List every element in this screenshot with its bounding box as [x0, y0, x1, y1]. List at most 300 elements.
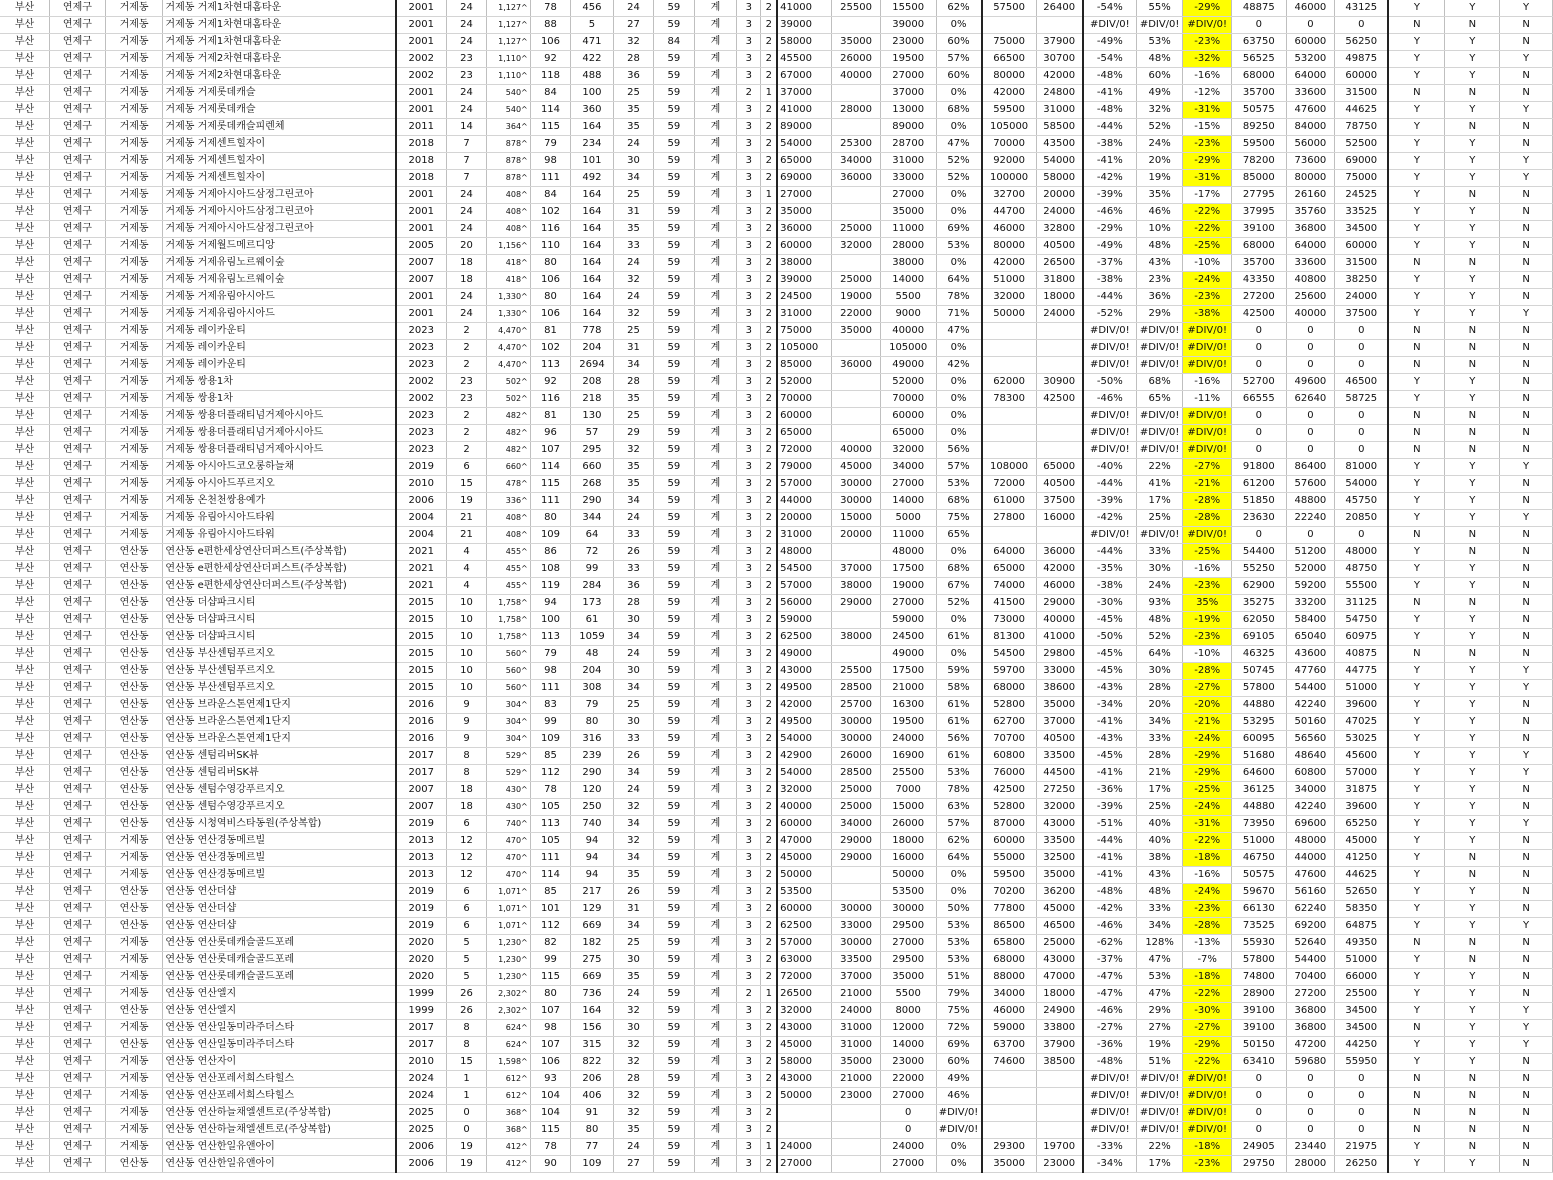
cell[interactable]: 2017 — [396, 1037, 447, 1054]
cell[interactable]: 11000 — [880, 221, 936, 238]
cell[interactable]: 34 — [613, 850, 653, 867]
cell[interactable]: 부산 — [0, 680, 50, 697]
cell[interactable]: -37% — [1083, 255, 1137, 272]
cell[interactable]: 연제구 — [50, 1122, 106, 1139]
cell[interactable]: 112 — [530, 918, 570, 935]
cell[interactable]: 2024 — [396, 1088, 447, 1105]
cell[interactable]: 3 — [737, 1037, 761, 1054]
cell[interactable]: Y — [1445, 901, 1500, 918]
cell[interactable]: N — [1445, 340, 1500, 357]
cell[interactable]: 85 — [530, 884, 570, 901]
cell[interactable]: 19 — [446, 1139, 486, 1156]
cell[interactable]: 37000 — [1036, 714, 1083, 731]
cell[interactable]: Y — [1445, 799, 1500, 816]
cell[interactable]: 54000 — [1335, 476, 1389, 493]
cell[interactable]: N — [1388, 1020, 1445, 1037]
cell[interactable]: 34000 — [880, 459, 936, 476]
cell[interactable]: 38250 — [1335, 272, 1389, 289]
cell[interactable]: 560^ — [487, 646, 531, 663]
cell[interactable]: N — [1445, 17, 1500, 34]
cell[interactable]: -36% — [1083, 1037, 1137, 1054]
cell[interactable]: 408^ — [487, 187, 531, 204]
cell[interactable]: 거제동 — [105, 986, 163, 1003]
cell[interactable]: 106 — [530, 272, 570, 289]
cell[interactable]: 100000 — [982, 170, 1037, 187]
cell[interactable]: 2019 — [396, 901, 447, 918]
cell[interactable]: -46% — [1083, 1003, 1137, 1020]
cell[interactable]: 2015 — [396, 663, 447, 680]
cell[interactable]: 87000 — [982, 816, 1037, 833]
cell[interactable]: N — [1500, 442, 1553, 459]
cell[interactable]: 25000 — [832, 799, 881, 816]
cell[interactable] — [832, 408, 881, 425]
cell[interactable]: -41% — [1083, 850, 1137, 867]
cell[interactable]: 24000 — [1036, 204, 1083, 221]
cell[interactable]: Y — [1445, 765, 1500, 782]
cell[interactable]: 계 — [694, 85, 737, 102]
cell[interactable]: 2 — [446, 442, 486, 459]
cell[interactable]: 거제동 — [105, 1088, 163, 1105]
cell[interactable]: 68000 — [1231, 238, 1286, 255]
cell[interactable]: 336^ — [487, 493, 531, 510]
cell[interactable]: 부산 — [0, 663, 50, 680]
cell[interactable]: 거제동 거제롯데캐슬 — [163, 102, 396, 119]
cell[interactable] — [777, 1122, 832, 1139]
cell[interactable]: 2017 — [396, 748, 447, 765]
cell[interactable]: 거제동 — [105, 85, 163, 102]
cell[interactable]: 740^ — [487, 816, 531, 833]
cell[interactable]: Y — [1500, 0, 1553, 17]
cell[interactable]: 61% — [936, 697, 982, 714]
cell[interactable]: 3 — [737, 459, 761, 476]
cell[interactable]: 45500 — [777, 51, 832, 68]
cell[interactable]: 81 — [530, 323, 570, 340]
cell[interactable]: Y — [1500, 102, 1553, 119]
cell[interactable]: 38500 — [1036, 1054, 1083, 1071]
cell[interactable]: 59 — [654, 595, 694, 612]
cell[interactable]: #DIV/0! — [1183, 340, 1232, 357]
cell[interactable]: 1,230^ — [487, 952, 531, 969]
cell[interactable]: 2019 — [396, 918, 447, 935]
cell[interactable]: 거제동 — [105, 0, 163, 17]
cell[interactable]: 25 — [613, 187, 653, 204]
cell[interactable]: 59 — [654, 17, 694, 34]
cell[interactable]: 거제동 거제1차현대홈타운 — [163, 34, 396, 51]
cell[interactable]: 59 — [654, 357, 694, 374]
cell[interactable]: 105 — [530, 833, 570, 850]
cell[interactable]: 32000 — [777, 782, 832, 799]
cell[interactable]: 22000 — [880, 1071, 936, 1088]
cell[interactable]: Y — [1445, 1003, 1500, 1020]
cell[interactable]: Y — [1445, 0, 1500, 17]
cell[interactable]: 30 — [613, 952, 653, 969]
cell[interactable]: 164 — [571, 204, 614, 221]
cell[interactable]: 연제구 — [50, 136, 106, 153]
cell[interactable]: 25 — [613, 85, 653, 102]
cell[interactable]: 34000 — [832, 153, 881, 170]
cell[interactable]: 부산 — [0, 799, 50, 816]
cell[interactable]: 연제구 — [50, 1156, 106, 1173]
cell[interactable]: 0% — [936, 255, 982, 272]
cell[interactable]: 2 — [761, 323, 777, 340]
cell[interactable]: 3 — [737, 51, 761, 68]
cell[interactable]: 30 — [613, 714, 653, 731]
cell[interactable]: 48875 — [1231, 0, 1286, 17]
cell[interactable]: 거제동 거제유림노르웨이숲 — [163, 272, 396, 289]
cell[interactable]: 2013 — [396, 833, 447, 850]
cell[interactable] — [832, 646, 881, 663]
cell[interactable]: 계 — [694, 612, 737, 629]
cell[interactable]: 65000 — [777, 153, 832, 170]
cell[interactable]: 연제구 — [50, 612, 106, 629]
cell[interactable]: 63410 — [1231, 1054, 1286, 1071]
cell[interactable]: 81000 — [1335, 459, 1389, 476]
cell[interactable]: 24000 — [1036, 306, 1083, 323]
cell[interactable]: 27200 — [1286, 986, 1335, 1003]
cell[interactable]: 65000 — [880, 425, 936, 442]
cell[interactable]: 26 — [446, 1003, 486, 1020]
cell[interactable]: 18 — [446, 782, 486, 799]
cell[interactable]: 60975 — [1335, 629, 1389, 646]
cell[interactable]: 59 — [654, 782, 694, 799]
cell[interactable]: 33200 — [1286, 595, 1335, 612]
cell[interactable]: 42% — [936, 357, 982, 374]
cell[interactable]: 55930 — [1231, 935, 1286, 952]
cell[interactable]: 98 — [530, 153, 570, 170]
cell[interactable]: 0 — [1231, 442, 1286, 459]
cell[interactable]: 34000 — [1286, 782, 1335, 799]
cell[interactable]: 부산 — [0, 187, 50, 204]
cell[interactable]: 52800 — [982, 799, 1037, 816]
cell[interactable]: 0 — [1231, 425, 1286, 442]
cell[interactable]: 23000 — [1036, 1156, 1083, 1173]
cell[interactable]: 연제구 — [50, 1105, 106, 1122]
cell[interactable]: 8 — [446, 765, 486, 782]
cell[interactable]: 6 — [446, 459, 486, 476]
cell[interactable]: 부산 — [0, 459, 50, 476]
cell[interactable]: 29300 — [982, 1139, 1037, 1156]
cell[interactable]: 24 — [446, 34, 486, 51]
cell[interactable]: 37000 — [832, 969, 881, 986]
cell[interactable]: Y — [1388, 952, 1445, 969]
cell[interactable]: #DIV/0! — [1136, 442, 1183, 459]
cell[interactable]: 3 — [737, 408, 761, 425]
cell[interactable]: Y — [1388, 612, 1445, 629]
cell[interactable]: 54500 — [982, 646, 1037, 663]
cell[interactable]: Y — [1445, 833, 1500, 850]
cell[interactable]: 54000 — [777, 136, 832, 153]
cell[interactable]: N — [1445, 595, 1500, 612]
cell[interactable]: 2 — [761, 595, 777, 612]
cell[interactable]: 2 — [761, 1122, 777, 1139]
cell[interactable]: 거제동 — [105, 170, 163, 187]
cell[interactable]: 연제구 — [50, 561, 106, 578]
cell[interactable]: Y — [1445, 884, 1500, 901]
cell[interactable]: 48640 — [1286, 748, 1335, 765]
cell[interactable]: 26000 — [832, 748, 881, 765]
cell[interactable]: 거제동 — [105, 136, 163, 153]
cell[interactable]: 연제구 — [50, 816, 106, 833]
cell[interactable]: 거제동 — [105, 1139, 163, 1156]
cell[interactable]: 2001 — [396, 0, 447, 17]
cell[interactable]: 2018 — [396, 170, 447, 187]
cell[interactable]: 거제동 거제아시아드삼정그린코아 — [163, 204, 396, 221]
cell[interactable]: 26160 — [1286, 187, 1335, 204]
cell[interactable]: Y — [1388, 969, 1445, 986]
cell[interactable]: 26400 — [1036, 0, 1083, 17]
cell[interactable]: 2 — [761, 935, 777, 952]
cell[interactable]: -24% — [1183, 731, 1232, 748]
cell[interactable]: 72% — [936, 1020, 982, 1037]
cell[interactable]: 540^ — [487, 85, 531, 102]
cell[interactable]: 284 — [571, 578, 614, 595]
cell[interactable]: 59 — [654, 272, 694, 289]
cell[interactable]: 40000 — [832, 68, 881, 85]
cell[interactable]: 2 — [761, 17, 777, 34]
cell[interactable]: 57000 — [777, 476, 832, 493]
cell[interactable]: 2 — [446, 357, 486, 374]
cell[interactable]: 연산동 e편한세상연산더퍼스트(주상복합) — [163, 561, 396, 578]
cell[interactable]: 59 — [654, 476, 694, 493]
cell[interactable]: -43% — [1083, 680, 1137, 697]
cell[interactable]: 14 — [446, 119, 486, 136]
cell[interactable]: -48% — [1083, 68, 1137, 85]
cell[interactable]: 20850 — [1335, 510, 1389, 527]
cell[interactable]: 0 — [1231, 408, 1286, 425]
cell[interactable]: 9000 — [880, 306, 936, 323]
cell[interactable]: 2 — [761, 289, 777, 306]
cell[interactable]: 0 — [1286, 1105, 1335, 1122]
cell[interactable]: 부산 — [0, 476, 50, 493]
cell[interactable]: 계 — [694, 357, 737, 374]
cell[interactable]: 24 — [613, 255, 653, 272]
cell[interactable]: 계 — [694, 323, 737, 340]
cell[interactable]: Y — [1445, 1037, 1500, 1054]
cell[interactable]: 연산동 — [105, 731, 163, 748]
cell[interactable]: 2019 — [396, 816, 447, 833]
cell[interactable]: 44000 — [777, 493, 832, 510]
cell[interactable]: 0% — [936, 884, 982, 901]
cell[interactable]: 거제동 — [105, 153, 163, 170]
cell[interactable]: 89000 — [777, 119, 832, 136]
cell[interactable]: 29% — [1136, 306, 1183, 323]
cell[interactable]: 0 — [1286, 408, 1335, 425]
cell[interactable]: 69105 — [1231, 629, 1286, 646]
cell[interactable]: 부산 — [0, 782, 50, 799]
cell[interactable]: 계 — [694, 102, 737, 119]
cell[interactable]: 18 — [446, 272, 486, 289]
cell[interactable]: 40500 — [1036, 731, 1083, 748]
cell[interactable]: N — [1445, 425, 1500, 442]
cell[interactable]: 거제동 거제아시아드삼정그린코아 — [163, 187, 396, 204]
cell[interactable]: 12000 — [880, 1020, 936, 1037]
cell[interactable]: 계 — [694, 425, 737, 442]
cell[interactable]: 연제구 — [50, 1071, 106, 1088]
cell[interactable]: 29750 — [1231, 1156, 1286, 1173]
cell[interactable]: 59 — [654, 119, 694, 136]
cell[interactable]: 84 — [530, 85, 570, 102]
cell[interactable]: 48000 — [777, 544, 832, 561]
cell[interactable]: 60% — [936, 34, 982, 51]
cell[interactable]: 3 — [737, 323, 761, 340]
cell[interactable]: #DIV/0! — [1183, 1088, 1232, 1105]
cell[interactable]: -49% — [1083, 238, 1137, 255]
cell[interactable]: #DIV/0! — [1083, 527, 1137, 544]
cell[interactable]: 26000 — [880, 816, 936, 833]
cell[interactable] — [832, 340, 881, 357]
cell[interactable]: Y — [1388, 1156, 1445, 1173]
cell[interactable]: Y — [1500, 1020, 1553, 1037]
cell[interactable] — [777, 1105, 832, 1122]
cell[interactable]: 20000 — [832, 527, 881, 544]
cell[interactable]: 2020 — [396, 969, 447, 986]
cell[interactable]: 24905 — [1231, 1139, 1286, 1156]
cell[interactable]: 62050 — [1231, 612, 1286, 629]
cell[interactable]: -24% — [1183, 272, 1232, 289]
cell[interactable]: 연산동 연산더샵 — [163, 901, 396, 918]
cell[interactable]: 59 — [654, 935, 694, 952]
cell[interactable]: 계 — [694, 799, 737, 816]
cell[interactable]: 47% — [1136, 986, 1183, 1003]
cell[interactable]: 59 — [654, 714, 694, 731]
cell[interactable]: 102 — [530, 204, 570, 221]
cell[interactable]: 53295 — [1231, 714, 1286, 731]
cell[interactable]: 59 — [654, 442, 694, 459]
cell[interactable]: 2001 — [396, 289, 447, 306]
cell[interactable]: 0 — [1335, 1088, 1389, 1105]
cell[interactable]: 59 — [654, 680, 694, 697]
cell[interactable]: 116 — [530, 391, 570, 408]
cell[interactable]: 2 — [761, 408, 777, 425]
cell[interactable]: 10 — [446, 595, 486, 612]
cell[interactable] — [832, 867, 881, 884]
cell[interactable]: Y — [1388, 782, 1445, 799]
cell[interactable]: 59 — [654, 204, 694, 221]
cell[interactable]: 33 — [613, 561, 653, 578]
cell[interactable]: 27000 — [777, 187, 832, 204]
cell[interactable]: N — [1388, 595, 1445, 612]
cell[interactable]: Y — [1445, 714, 1500, 731]
cell[interactable]: 53% — [1136, 969, 1183, 986]
cell[interactable]: 32000 — [982, 289, 1037, 306]
cell[interactable]: 25% — [1136, 799, 1183, 816]
cell[interactable]: 45000 — [832, 459, 881, 476]
cell[interactable]: 17500 — [880, 663, 936, 680]
cell[interactable]: 연산동 — [105, 544, 163, 561]
cell[interactable]: Y — [1388, 34, 1445, 51]
cell[interactable]: 32 — [613, 34, 653, 51]
cell[interactable]: N — [1500, 884, 1553, 901]
cell[interactable]: 20% — [1136, 697, 1183, 714]
cell[interactable]: 69000 — [777, 170, 832, 187]
cell[interactable]: 23 — [446, 374, 486, 391]
cell[interactable]: 29500 — [880, 952, 936, 969]
cell[interactable]: 64% — [936, 850, 982, 867]
cell[interactable]: N — [1500, 493, 1553, 510]
cell[interactable]: 43000 — [777, 663, 832, 680]
cell[interactable]: 40000 — [832, 442, 881, 459]
cell[interactable]: 15500 — [880, 0, 936, 17]
cell[interactable]: Y — [1388, 816, 1445, 833]
cell[interactable]: 2 — [761, 680, 777, 697]
cell[interactable]: 계 — [694, 153, 737, 170]
cell[interactable]: 49% — [1136, 85, 1183, 102]
cell[interactable]: Y — [1388, 680, 1445, 697]
cell[interactable]: 3 — [737, 952, 761, 969]
cell[interactable]: 연제구 — [50, 527, 106, 544]
cell[interactable]: 92 — [530, 51, 570, 68]
cell[interactable]: 624^ — [487, 1037, 531, 1054]
cell[interactable]: 94 — [571, 850, 614, 867]
cell[interactable]: 17% — [1136, 1156, 1183, 1173]
cell[interactable]: 거제동 — [105, 850, 163, 867]
cell[interactable]: 53500 — [777, 884, 832, 901]
cell[interactable]: 0 — [1335, 1105, 1389, 1122]
cell[interactable]: 계 — [694, 1020, 737, 1037]
cell[interactable]: 53500 — [880, 884, 936, 901]
cell[interactable]: 34000 — [982, 986, 1037, 1003]
cell[interactable]: 연제구 — [50, 425, 106, 442]
cell[interactable]: 거제동 거제유림노르웨이숲 — [163, 255, 396, 272]
cell[interactable]: 연산동 연산한일유앤아이 — [163, 1139, 396, 1156]
cell[interactable]: 16000 — [1036, 510, 1083, 527]
cell[interactable]: 3 — [737, 561, 761, 578]
cell[interactable]: 42500 — [1036, 391, 1083, 408]
cell[interactable]: 59 — [654, 1020, 694, 1037]
cell[interactable]: 59500 — [982, 867, 1037, 884]
cell[interactable]: 3 — [737, 1054, 761, 1071]
cell[interactable]: 0 — [1286, 17, 1335, 34]
cell[interactable]: 0% — [936, 374, 982, 391]
cell[interactable]: 3 — [737, 1003, 761, 1020]
cell[interactable]: 52% — [936, 153, 982, 170]
cell[interactable]: 0 — [1335, 442, 1389, 459]
cell[interactable]: 58500 — [1036, 119, 1083, 136]
cell[interactable]: 계 — [694, 1054, 737, 1071]
cell[interactable]: 34000 — [832, 816, 881, 833]
cell[interactable]: 59 — [654, 731, 694, 748]
cell[interactable]: 62500 — [777, 918, 832, 935]
cell[interactable]: 24% — [1136, 578, 1183, 595]
cell[interactable]: 59 — [654, 170, 694, 187]
cell[interactable]: -23% — [1183, 1156, 1232, 1173]
cell[interactable]: 계 — [694, 51, 737, 68]
cell[interactable]: 57500 — [982, 0, 1037, 17]
cell[interactable]: 연제구 — [50, 578, 106, 595]
cell[interactable]: 2001 — [396, 306, 447, 323]
cell[interactable]: 계 — [694, 986, 737, 1003]
cell[interactable]: 계 — [694, 544, 737, 561]
cell[interactable]: 2694 — [571, 357, 614, 374]
cell[interactable]: 61% — [936, 748, 982, 765]
cell[interactable]: 43000 — [777, 1020, 832, 1037]
cell[interactable]: 2017 — [396, 1020, 447, 1037]
cell[interactable]: #DIV/0! — [1083, 17, 1137, 34]
cell[interactable]: 부산 — [0, 1054, 50, 1071]
cell[interactable]: 3 — [737, 187, 761, 204]
cell[interactable]: 67% — [936, 578, 982, 595]
cell[interactable]: 2011 — [396, 119, 447, 136]
cell[interactable]: 49000 — [880, 646, 936, 663]
cell[interactable]: 478^ — [487, 476, 531, 493]
cell[interactable]: 36200 — [1036, 884, 1083, 901]
cell[interactable]: 30 — [613, 612, 653, 629]
cell[interactable]: #DIV/0! — [936, 1105, 982, 1122]
cell[interactable]: 22% — [1136, 1139, 1183, 1156]
cell[interactable]: -38% — [1083, 136, 1137, 153]
cell[interactable]: 275 — [571, 952, 614, 969]
cell[interactable]: 660^ — [487, 459, 531, 476]
